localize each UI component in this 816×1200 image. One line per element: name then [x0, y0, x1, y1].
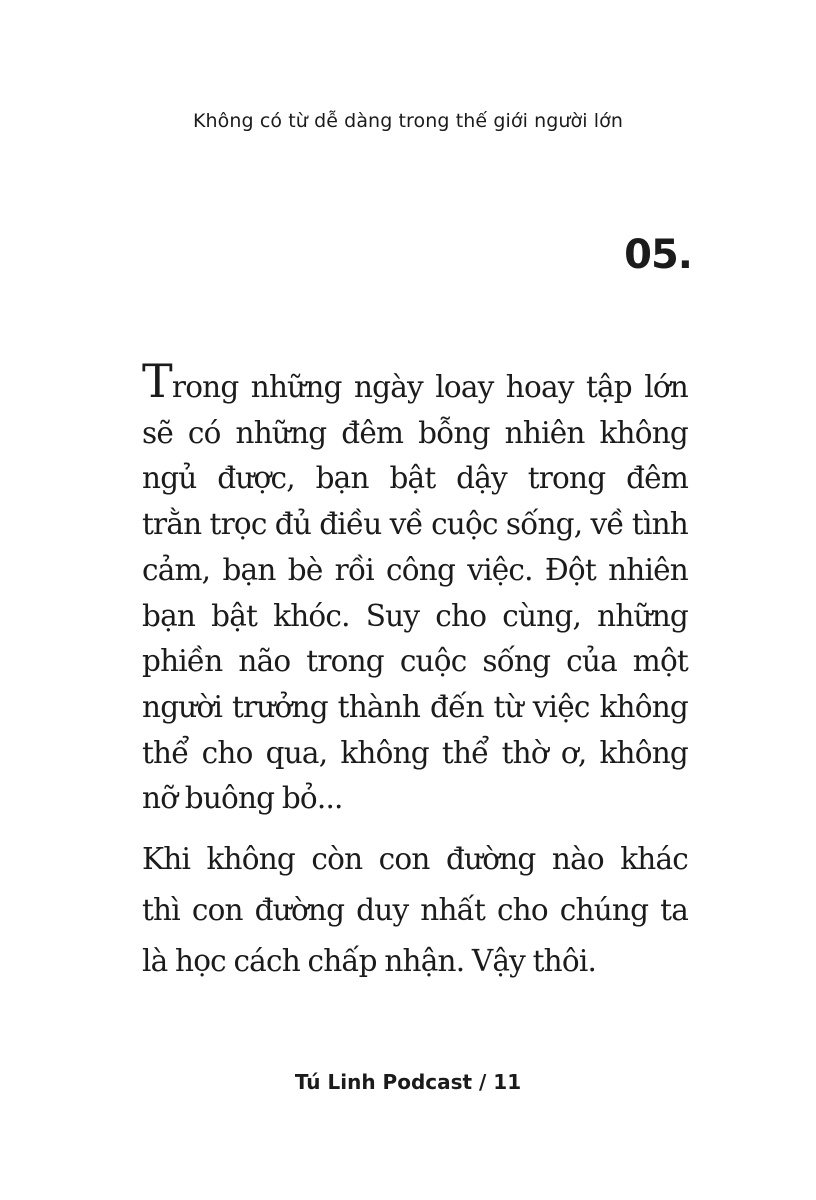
- paragraph-1-line-1-text: rong những ngày loay hoay tập lớn: [171, 370, 688, 404]
- drop-cap: T: [142, 354, 172, 408]
- paragraph-1-line-6: bạn bật khóc. Suy cho cùng, những: [142, 598, 688, 633]
- paragraph-2: [142, 834, 688, 987]
- page-footer: Tú Linh Podcast / 11: [294, 1070, 522, 1094]
- paragraph-1-line-9: thể cho qua, không thể thờ ơ, không: [142, 735, 688, 770]
- paragraph-1-line-8: người trưởng thành đến từ việc không: [142, 689, 688, 724]
- body-text: [142, 354, 688, 987]
- paragraph-1: [142, 354, 688, 822]
- paragraph-1-line-3: ngủ được, bạn bật dậy trong đêm: [142, 461, 688, 496]
- chapter-number: 05.: [624, 232, 692, 278]
- paragraph-2-line-2: thì con đường duy nhất cho chúng ta: [142, 893, 688, 928]
- paragraph-1-line-2: sẽ có những đêm bỗng nhiên không: [142, 415, 688, 450]
- paragraph-1-line-4: trằn trọc đủ điều về cuộc sống, về tình: [142, 507, 688, 542]
- paragraph-1-line-10: nỡ buông bỏ...: [142, 781, 343, 816]
- paragraph-2-line-3: là học cách chấp nhận. Vậy thôi.: [142, 944, 597, 979]
- paragraph-1-line-5: cảm, bạn bè rồi công việc. Đột nhiên: [142, 552, 688, 587]
- paragraph-1-line-7: phiền não trong cuộc sống của một: [142, 644, 688, 679]
- paragraph-2-line-1: Khi không còn con đường nào khác: [142, 842, 688, 877]
- running-header: Không có từ dễ dàng trong thế giới người lớn: [192, 110, 624, 132]
- paragraph-1-line-1: [142, 354, 688, 411]
